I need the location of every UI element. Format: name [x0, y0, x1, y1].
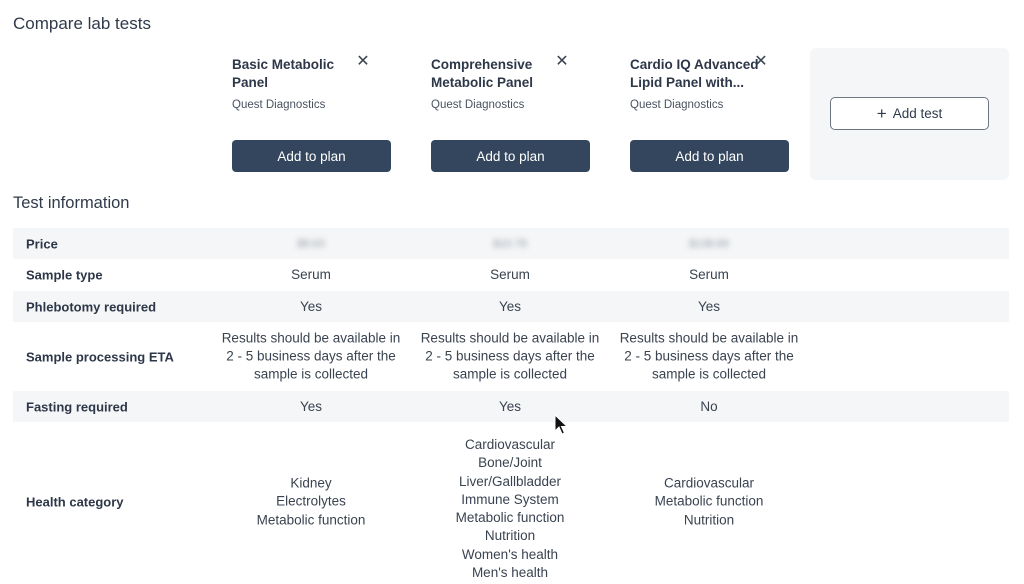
close-icon[interactable]: ✕	[555, 53, 569, 70]
table-row-fasting	[13, 391, 1009, 422]
category-item: Men's health	[471, 564, 549, 580]
category-item: Kidney	[290, 475, 332, 491]
category-item: Metabolic function	[455, 510, 565, 525]
category-item: Metabolic function	[654, 493, 764, 509]
row-label: Sample processing ETA	[26, 349, 174, 364]
mouse-cursor-icon	[554, 414, 568, 436]
section-title-test-information: Test information	[13, 194, 130, 212]
table-cell: Serum	[490, 266, 530, 282]
test-card-title: Basic Metabolic Panel	[232, 57, 335, 90]
table-cell: Results should be available in 2 - 5 business days after the sample is collected	[619, 330, 799, 382]
close-icon[interactable]: ✕	[356, 53, 370, 70]
table-row-sample-type	[13, 259, 1009, 291]
add-to-plan-button[interactable]: Add to plan	[431, 140, 590, 172]
plus-icon: +	[876, 103, 887, 123]
row-label: Fasting required	[26, 399, 128, 414]
table-cell: Yes	[299, 398, 323, 414]
category-item: Nutrition	[484, 528, 536, 544]
add-to-plan-button[interactable]: Add to plan	[630, 140, 789, 172]
add-test-label: Add test	[892, 106, 943, 121]
price-value: $8.63	[297, 237, 325, 250]
add-test-button[interactable]	[830, 97, 989, 130]
category-item: Nutrition	[683, 512, 735, 528]
close-icon[interactable]: ✕	[754, 53, 768, 70]
test-card-provider: Quest Diagnostics	[232, 99, 326, 111]
category-item: Metabolic function	[256, 512, 366, 528]
health-category-cell	[619, 475, 799, 530]
price-value: $10.78	[493, 237, 527, 250]
add-to-plan-button[interactable]: Add to plan	[232, 140, 391, 172]
health-category-cell	[420, 436, 600, 582]
price-value: $138.69	[689, 237, 729, 250]
row-label: Health category	[26, 494, 124, 510]
table-cell: Serum	[291, 266, 331, 282]
test-card-provider: Quest Diagnostics	[431, 99, 525, 111]
row-label: Sample type	[26, 267, 103, 283]
table-row-phlebotomy	[13, 291, 1009, 322]
page-title: Compare lab tests	[13, 14, 151, 33]
row-label: Phlebotomy required	[26, 299, 157, 314]
test-card-title: Cardio IQ Advanced Lipid Panel with...	[630, 57, 759, 90]
table-row-health-category	[13, 422, 1009, 582]
table-row-processing-eta	[13, 322, 1009, 391]
row-label: Price	[26, 236, 58, 251]
table-row-price	[13, 228, 1009, 259]
test-card-basic-metabolic	[212, 48, 392, 180]
table-cell: Results should be available in 2 - 5 business days after the sample is collected	[420, 330, 600, 382]
category-item: Bone/Joint	[478, 455, 542, 471]
health-category-cell	[221, 475, 401, 530]
table-cell: Yes	[498, 398, 522, 414]
category-item: Women's health	[461, 546, 559, 562]
table-cell: Results should be available in 2 - 5 business days after the sample is collected	[221, 330, 401, 382]
table-cell: No	[700, 398, 718, 414]
table-cell: Yes	[498, 298, 522, 314]
table-cell: Yes	[697, 298, 721, 314]
category-item: Liver/Gallbladder	[458, 473, 562, 489]
comparison-table	[13, 228, 1009, 582]
test-card-comprehensive-metabolic	[411, 48, 591, 180]
category-item: Cardiovascular	[663, 475, 755, 491]
add-test-slot	[810, 48, 1009, 180]
category-item: Electrolytes	[276, 493, 346, 509]
table-cell: Yes	[299, 298, 323, 314]
category-item: Immune System	[461, 491, 559, 507]
test-card-cardio-iq	[610, 48, 790, 180]
test-card-provider: Quest Diagnostics	[630, 99, 724, 111]
category-item: Cardiovascular	[464, 436, 556, 452]
table-cell: Serum	[689, 266, 729, 282]
test-card-title: Comprehensive Metabolic Panel	[431, 57, 534, 90]
